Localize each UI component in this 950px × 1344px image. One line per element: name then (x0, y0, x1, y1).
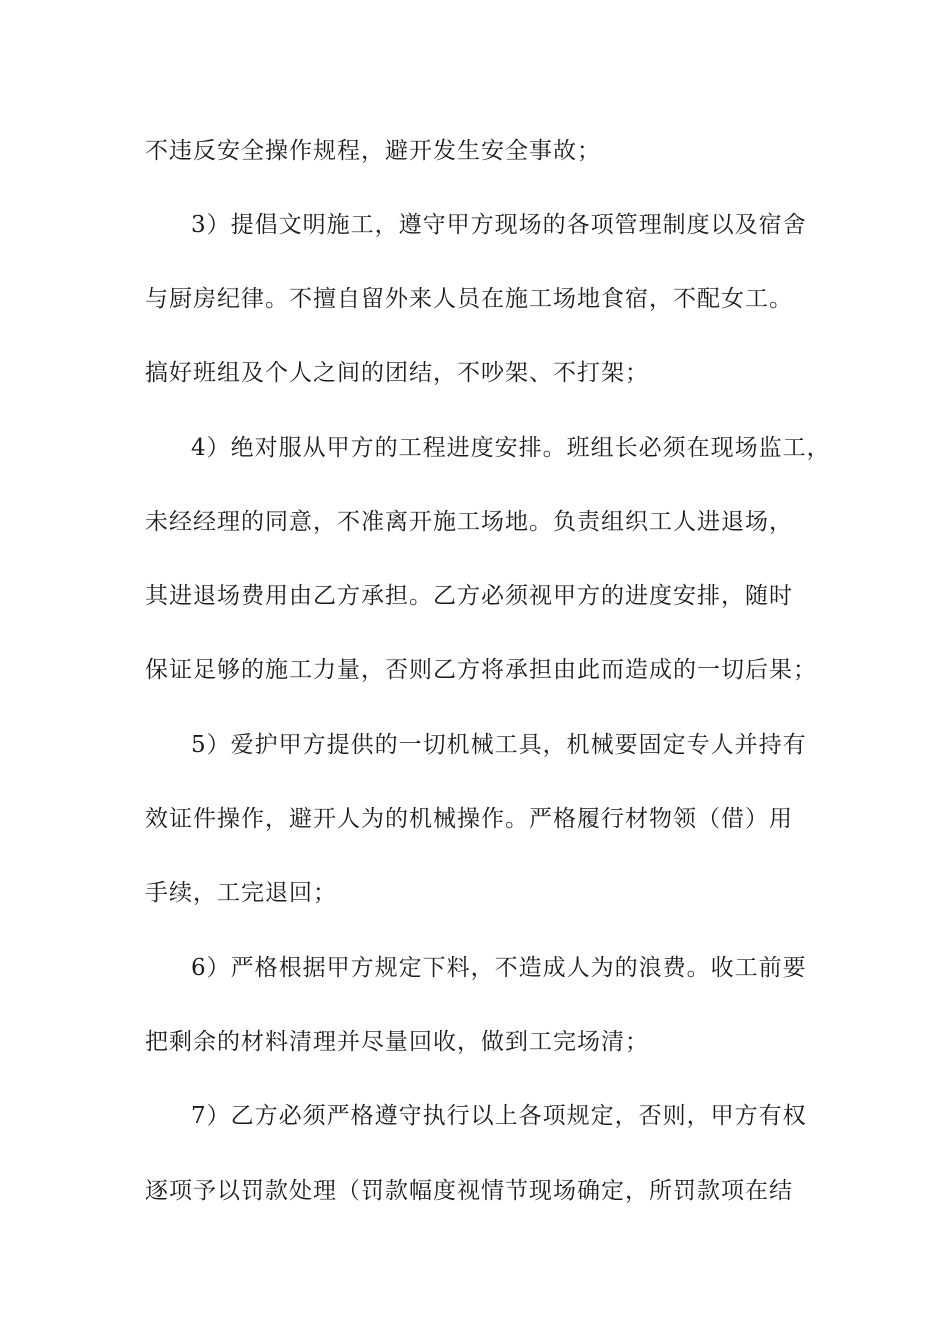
text-line: 6）严格根据甲方规定下料，不造成人为的浪费。收工前要 (191, 955, 807, 981)
text-line: 其进退场费用由乙方承担。乙方必须视甲方的进度安排，随时 (145, 583, 793, 609)
text-line: 与厨房纪律。不擅自留外来人员在施工场地食宿，不配女工。 (145, 286, 793, 312)
text-line: 3）提倡文明施工，遵守甲方现场的各项管理制度以及宿舍 (191, 212, 807, 238)
text-line: 未经经理的同意，不准离开施工场地。负责组织工人进退场， (145, 509, 793, 535)
text-line: 把剩余的材料清理并尽量回收，做到工完场清； (145, 1029, 649, 1055)
text-line: 手续，工完退回； (145, 880, 337, 906)
text-line: 4）绝对服从甲方的工程进度安排。班组长必须在现场监工， (191, 435, 831, 461)
text-line: 7）乙方必须严格遵守执行以上各项规定，否则，甲方有权 (191, 1103, 807, 1129)
text-line: 效证件操作，避开人为的机械操作。严格履行材物领（借）用 (145, 806, 793, 832)
text-line: 不违反安全操作规程，避开发生安全事故； (145, 138, 601, 164)
text-line: 保证足够的施工力量，否则乙方将承担由此而造成的一切后果； (145, 657, 817, 683)
text-line: 搞好班组及个人之间的团结，不吵架、不打架； (145, 360, 649, 386)
text-line: 逐项予以罚款处理（罚款幅度视情节现场确定，所罚款项在结 (145, 1178, 793, 1204)
text-line: 5）爱护甲方提供的一切机械工具，机械要固定专人并持有 (191, 732, 807, 758)
